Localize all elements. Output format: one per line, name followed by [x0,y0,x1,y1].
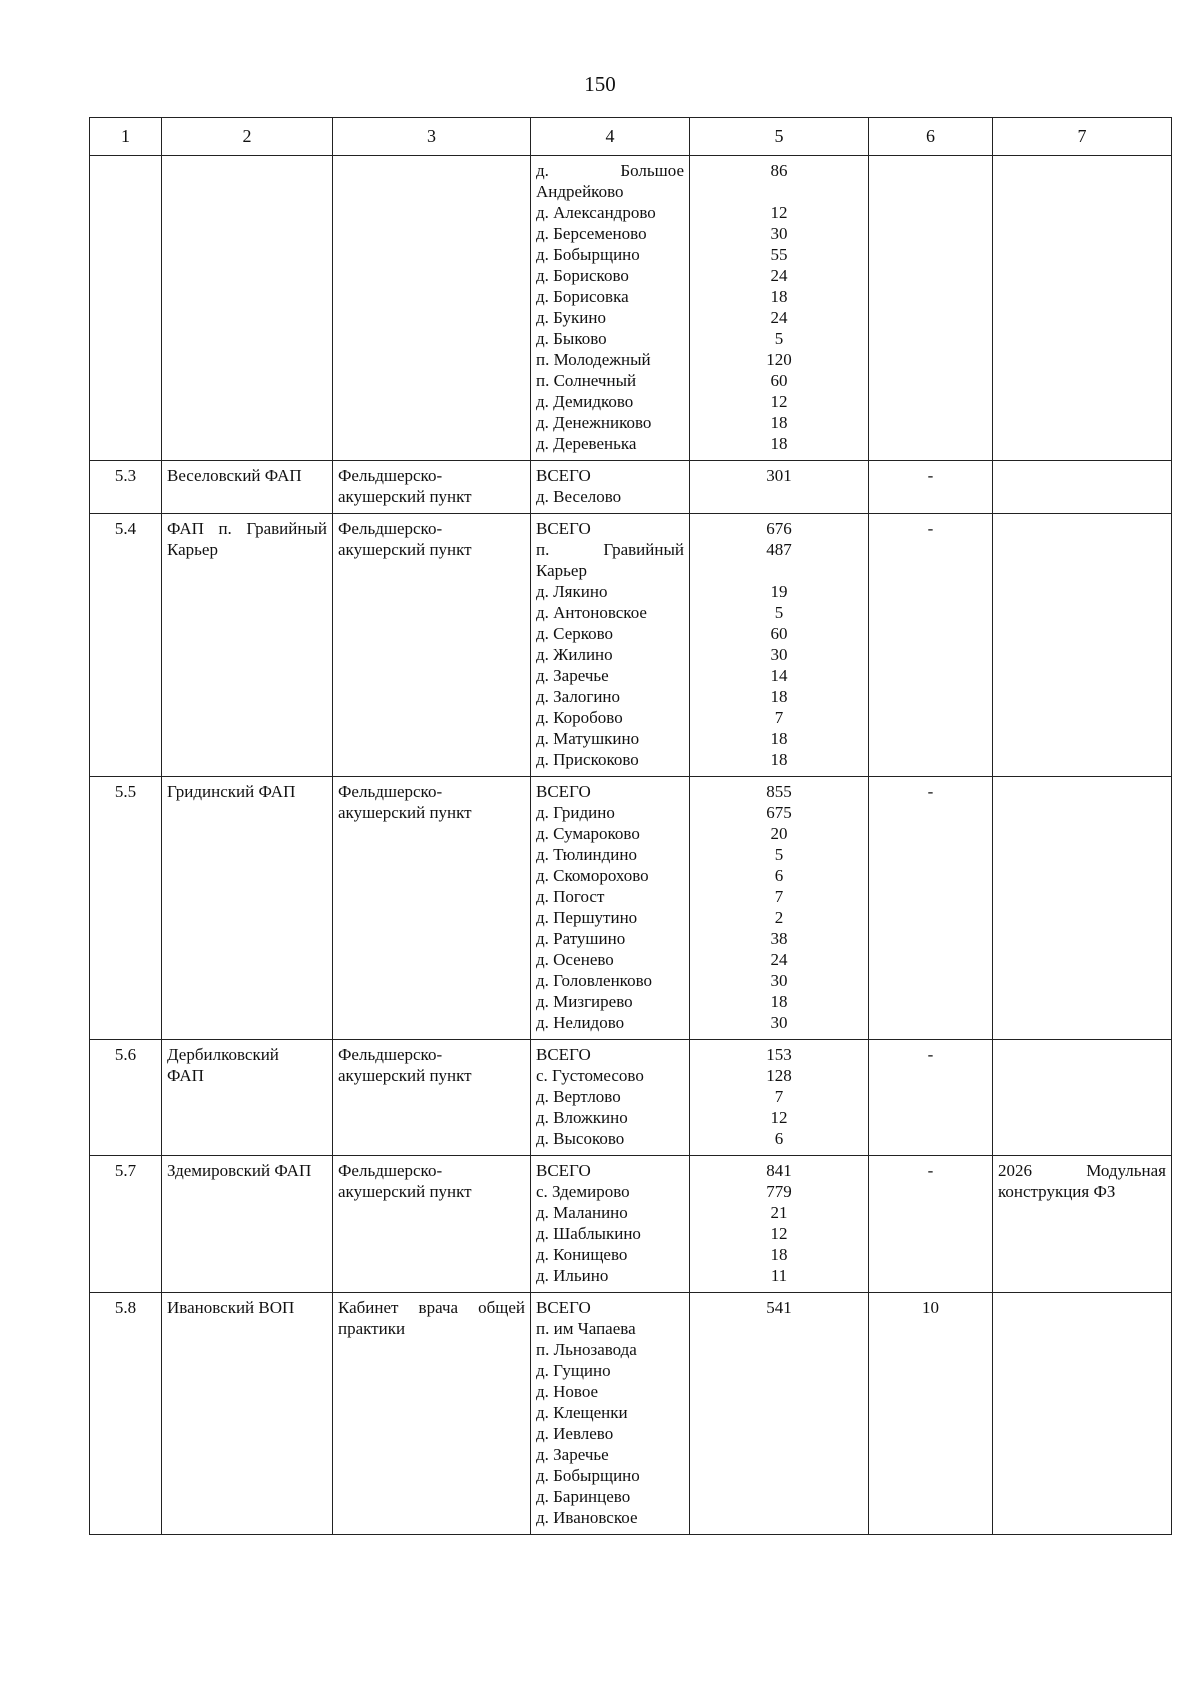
table-row [90,156,1172,461]
population-value: 30 [770,1013,788,1032]
population-value: 18 [770,750,788,769]
settlement: д. Букино [536,308,606,327]
settlement: д. Маланино [536,1203,628,1222]
column-7-note [993,777,1172,1040]
population-value: 18 [770,1245,788,1264]
settlements-cell [531,1293,690,1535]
settlement: д. Берсеменово [536,224,647,243]
population-value: 19 [770,582,788,601]
settlement: д. Заречье [536,666,609,685]
population-value: 11 [770,1266,788,1285]
header-col-1: 1 [90,118,162,156]
settlement: д. Погост [536,887,605,906]
settlements-cell [531,461,690,514]
population-value: 12 [770,1224,788,1243]
facility-type: Кабинет врача общей практики [333,1293,531,1535]
settlement: д. Иевлево [536,1424,614,1443]
population-value: 541 [766,1298,792,1317]
population-cell [690,514,869,777]
settlement: д. Веселово [536,487,622,506]
column-6-value [869,156,993,461]
settlements-cell [531,777,690,1040]
population-value: 5 [774,329,784,348]
population-value: 5 [774,603,784,622]
facilities-table [89,117,1172,1535]
population-cell [690,1040,869,1156]
settlement [536,160,684,181]
settlement: с. Здемирово [536,1182,630,1201]
population-value: 20 [770,824,788,843]
facility-type: Фельдшерско- акушерский пункт [333,514,531,777]
population-value: 24 [770,266,788,285]
population-value: 60 [770,624,788,643]
population-value: 301 [766,466,792,485]
column-7-note: 2026 Модульная конструкция ФЗ [993,1156,1172,1293]
settlement: д. Серково [536,624,614,643]
settlement: ВСЕГО [536,1161,591,1180]
settlement: д. Баринцево [536,1487,631,1506]
settlement: ВСЕГО [536,782,591,801]
population-value: 855 [766,782,792,801]
table-row [90,1156,1172,1293]
settlements-cell [531,1156,690,1293]
facility-type: Фельдшерско- акушерский пункт [333,461,531,514]
table-row [90,777,1172,1040]
table-row [90,1293,1172,1535]
facility-name: Веселовский ФАП [162,461,333,514]
population-value: 18 [770,992,788,1011]
settlement: д. Конищево [536,1245,628,1264]
settlement: п. им Чапаева [536,1319,636,1338]
population-value: 675 [766,803,792,822]
settlement: д. Гущино [536,1361,611,1380]
settlement: д. Борисково [536,266,629,285]
settlement-word: Большое [620,161,684,180]
facility-type [333,156,531,461]
facility-name [162,156,333,461]
page-number: 150 [584,72,616,96]
column-7-note [993,461,1172,514]
population-value: 5 [774,845,784,864]
row-number: 5.4 [90,514,162,777]
population-value: 676 [766,519,792,538]
population-cell [690,1293,869,1535]
population-value: 18 [770,413,788,432]
settlement: п. Солнечный [536,371,637,390]
settlement: Андрейково [536,182,624,201]
settlement: д. Скоморохово [536,866,649,885]
population-value: 7 [774,887,784,906]
column-6-value: - [869,514,993,777]
row-number: 5.5 [90,777,162,1040]
settlement: п. Гравийный [536,540,684,559]
settlement: д. Клещенки [536,1403,628,1422]
settlement: д. Ратушино [536,929,626,948]
population-value: 7 [774,708,784,727]
settlement: д. Вертлово [536,1087,621,1106]
column-6-value: - [869,1156,993,1293]
settlement: д. Денежниково [536,413,652,432]
settlement: д. Ильино [536,1266,609,1285]
population-cell [690,777,869,1040]
settlement: д. Новое [536,1382,599,1401]
settlement: д. Бобырщино [536,1466,640,1485]
row-number: 5.3 [90,461,162,514]
table-row [90,514,1172,777]
settlement: ВСЕГО [536,1045,591,1064]
header-col-3: 3 [333,118,531,156]
population-value: 60 [770,371,788,390]
population-value: 12 [770,203,788,222]
column-6-value: - [869,777,993,1040]
facility-type: Фельдшерско- акушерский пункт [333,1156,531,1293]
settlement: д. Лякино [536,582,608,601]
settlement: д. Быково [536,329,607,348]
population-cell [690,1156,869,1293]
facility-type: Фельдшерско- акушерский пункт [333,1040,531,1156]
settlement: д. Деревенька [536,434,637,453]
settlement: д. Мизгирево [536,992,633,1011]
population-value: 2 [774,908,784,927]
settlement: д. Нелидово [536,1013,625,1032]
settlement: ВСЕГО [536,1298,591,1317]
population-value: 18 [770,434,788,453]
header-col-4: 4 [531,118,690,156]
population-cell [690,156,869,461]
population-value: 55 [770,245,788,264]
settlement: д. Жилино [536,645,613,664]
row-number [90,156,162,461]
population-value: 6 [774,866,784,885]
population-value: 12 [770,392,788,411]
population-value: 779 [766,1182,792,1201]
population-value: 12 [770,1108,788,1127]
column-7-note [993,1293,1172,1535]
population-value: 7 [774,1087,784,1106]
settlement: д. Борисовка [536,287,629,306]
settlements-cell [531,156,690,461]
facility-name: Дербилковский ФАП [162,1040,333,1156]
settlement: д. Коробово [536,708,623,727]
header-col-5: 5 [690,118,869,156]
settlement: д. Демидково [536,392,634,411]
settlement: д. Высоково [536,1129,625,1148]
population-value: 24 [770,950,788,969]
settlement: д. Сумароково [536,824,640,843]
population-value: 841 [766,1161,792,1180]
row-number: 5.8 [90,1293,162,1535]
population-value: 120 [766,350,792,369]
header-col-7: 7 [993,118,1172,156]
row-number: 5.7 [90,1156,162,1293]
facility-name: Гридинский ФАП [162,777,333,1040]
facility-name: ФАП п. Гравийный Карьер [162,514,333,777]
settlement: д. Матушкино [536,729,640,748]
settlement: д. Александрово [536,203,656,222]
settlement: д. Залогино [536,687,621,706]
settlement: д. Ивановское [536,1508,638,1527]
settlements-cell [531,1040,690,1156]
settlements-cell [531,514,690,777]
population-value: 487 [766,540,792,559]
column-6-value: - [869,461,993,514]
settlement: п. Молодежный [536,350,651,369]
settlement: д. Гридино [536,803,615,822]
population-value: 30 [770,971,788,990]
row-number: 5.6 [90,1040,162,1156]
population-value: 153 [766,1045,792,1064]
settlement: д. Головленково [536,971,652,990]
population-value: 30 [770,645,788,664]
settlement: ВСЕГО [536,519,591,538]
settlement: д. Бобырщино [536,245,640,264]
header-col-2: 2 [162,118,333,156]
column-7-note [993,156,1172,461]
population-value: 86 [770,161,788,180]
population-value: 6 [774,1129,784,1148]
column-7-note [993,1040,1172,1156]
settlement: ВСЕГО [536,466,591,485]
table-row [90,461,1172,514]
settlement: п. Льнозавода [536,1340,637,1359]
header-col-6: 6 [869,118,993,156]
settlement-prefix: д. [536,161,549,180]
settlement: с. Густомесово [536,1066,644,1085]
facility-name: Ивановский ВОП [162,1293,333,1535]
column-7-note [993,514,1172,777]
population-value: 38 [770,929,788,948]
header-row [90,118,1172,156]
settlement: д. Вложкино [536,1108,628,1127]
settlement: д. Прискоково [536,750,639,769]
settlement: д. Тюлиндино [536,845,637,864]
settlement: д. Осенево [536,950,614,969]
population-value: 24 [770,308,788,327]
column-6-value: 10 [869,1293,993,1535]
population-value: 18 [770,687,788,706]
population-value: 18 [770,287,788,306]
settlement: д. Першутино [536,908,638,927]
population-value: 14 [770,666,788,685]
population-value: 30 [770,224,788,243]
population-value: 128 [766,1066,792,1085]
settlement: Карьер [536,561,587,580]
settlement: д. Шаблыкино [536,1224,641,1243]
column-6-value: - [869,1040,993,1156]
population-cell [690,461,869,514]
settlement: д. Антоновское [536,603,647,622]
settlement: д. Заречье [536,1445,609,1464]
facility-type: Фельдшерско- акушерский пункт [333,777,531,1040]
population-value: 21 [770,1203,788,1222]
table-row [90,1040,1172,1156]
population-value: 18 [770,729,788,748]
facility-name: Здемировский ФАП [162,1156,333,1293]
